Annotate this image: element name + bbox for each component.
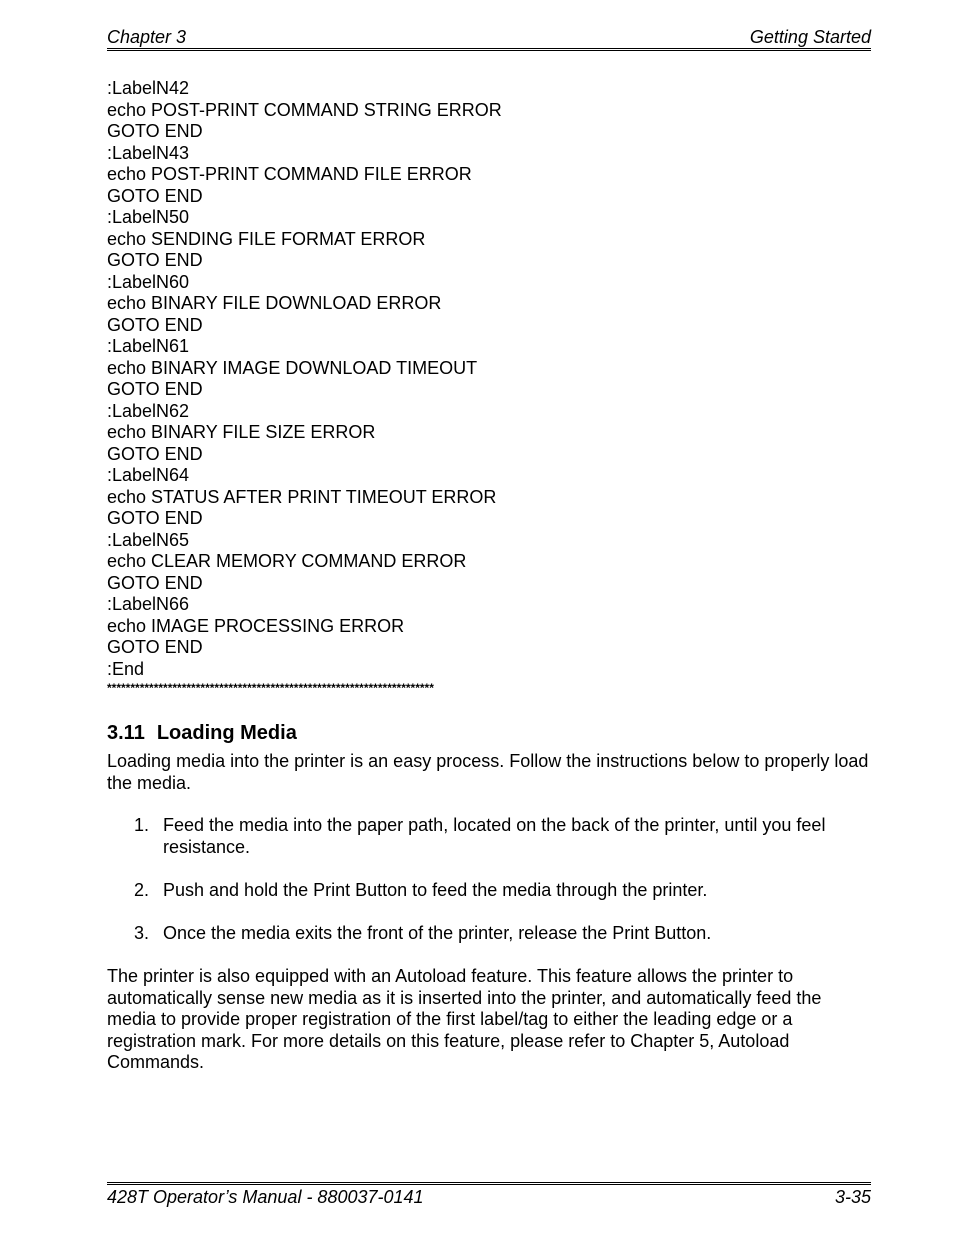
code-line: :LabelN50 xyxy=(107,207,190,227)
page-footer xyxy=(107,1182,871,1208)
section-number: 3.11 xyxy=(107,722,145,744)
code-line: :LabelN60 xyxy=(107,271,190,292)
code-line: GOTO END xyxy=(107,443,203,464)
code-line: :LabelN42 xyxy=(107,78,190,98)
steps-list xyxy=(107,815,871,966)
step-text: Feed the media into the paper path, located on the back of the printer, until you feel resistance. xyxy=(163,815,826,857)
code-line: GOTO END xyxy=(107,637,203,657)
code-line: echo POST-PRINT COMMAND STRING ERROR xyxy=(107,99,502,120)
code-line: GOTO END xyxy=(107,314,203,335)
code-line: GOTO END xyxy=(107,508,203,528)
header-chapter: Chapter 3 xyxy=(107,27,187,47)
autoload-paragraph: The printer is also equipped with an Autoload feature. This feature allows the printer to automatically sense new media as it is inserted into the printer, and automatically feed the media to provide proper registration of the first label/tag to either the leading edge or a registration mark. For more details on this feature, please refer to Chapter 5, Autoload Commands. xyxy=(107,966,822,1072)
code-line: echo BINARY IMAGE DOWNLOAD TIMEOUT xyxy=(107,357,478,378)
code-line: GOTO END xyxy=(107,379,203,399)
footer-manual-title: 428T Operator’s Manual - 880037-0141 xyxy=(107,1187,424,1207)
code-line: echo BINARY FILE SIZE ERROR xyxy=(107,422,376,442)
code-line: GOTO END xyxy=(107,250,203,270)
header-section: Getting Started xyxy=(749,27,871,47)
section-title: Loading Media xyxy=(156,722,297,744)
code-line: :LabelN43 xyxy=(107,142,190,163)
code-line: GOTO END xyxy=(107,185,203,206)
list-item xyxy=(107,880,871,902)
code-line: echo CLEAR MEMORY COMMAND ERROR xyxy=(107,551,467,571)
code-line: :LabelN66 xyxy=(107,594,190,614)
list-item xyxy=(107,923,871,945)
intro-paragraph: Loading media into the printer is an easy process. Follow the instructions below to properly load the media. xyxy=(107,751,869,793)
code-line: :LabelN61 xyxy=(107,336,190,356)
step-number: 1. xyxy=(134,815,150,835)
code-line: echo STATUS AFTER PRINT TIMEOUT ERROR xyxy=(107,486,497,507)
code-listing xyxy=(107,78,871,680)
step-text: Once the media exits the front of the printer, release the Print Button. xyxy=(163,922,712,943)
code-line: GOTO END xyxy=(107,572,203,593)
footer-page-number: 3-35 xyxy=(834,1187,871,1207)
separator-stars: ********************************************************************** xyxy=(107,681,434,695)
code-line: echo SENDING FILE FORMAT ERROR xyxy=(107,228,426,249)
section-heading xyxy=(107,721,297,745)
step-number: 2. xyxy=(134,879,150,900)
code-line: echo BINARY FILE DOWNLOAD ERROR xyxy=(107,293,442,313)
list-item xyxy=(107,815,871,858)
step-text: Push and hold the Print Button to feed the media through the printer. xyxy=(163,879,708,900)
code-line: echo IMAGE PROCESSING ERROR xyxy=(107,615,405,636)
code-line: echo POST-PRINT COMMAND FILE ERROR xyxy=(107,164,472,184)
code-line: GOTO END xyxy=(107,121,203,141)
code-line: :LabelN62 xyxy=(107,400,190,421)
code-line: :LabelN65 xyxy=(107,529,190,550)
step-number: 3. xyxy=(134,922,150,943)
page-header xyxy=(107,27,871,51)
code-line: :End xyxy=(107,658,145,679)
code-line: :LabelN64 xyxy=(107,465,190,485)
